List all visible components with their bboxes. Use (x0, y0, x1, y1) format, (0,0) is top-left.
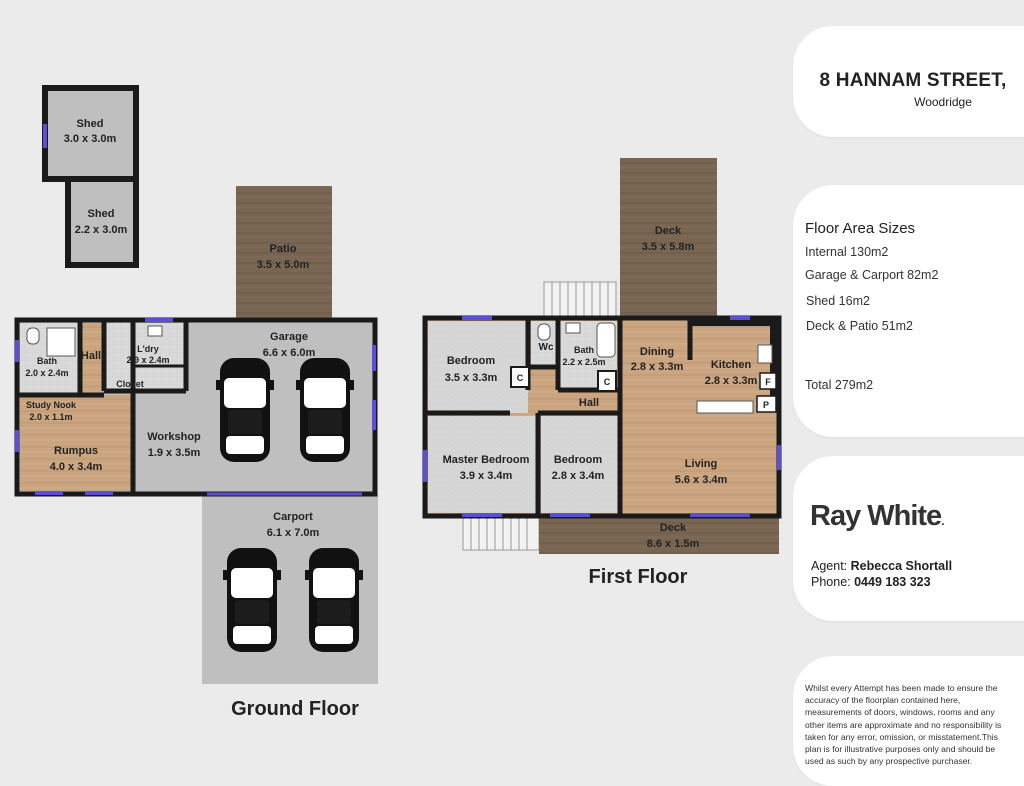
carport-name: Carport (273, 511, 313, 523)
rumpus-size: 4.0 x 3.4m (49, 461, 103, 473)
area-internal: Internal 130m2 (805, 245, 889, 259)
agent-phone: 0449 183 323 (854, 575, 931, 589)
living-size: 5.6 x 3.4m (674, 474, 728, 486)
bedroom-1-size: 3.5 x 3.3m (444, 372, 498, 384)
ray-white-logo: Ray White. (810, 500, 944, 532)
fridge-label: F (765, 377, 771, 387)
deck-top-floor (620, 158, 717, 318)
study-name: Study Nook (25, 400, 77, 410)
ground-floor-title: Ground Floor (231, 698, 359, 720)
disclaimer-text: Whilst every Attempt has been made to ensure the accuracy of the floorplan contained here, measurements of doors, windows, rooms and any other items are approximate and no responsibility is taken for any error, omission, or misstatement.This plan is for illustrative purposes only and should be used as such by any prospective purchaser. (805, 683, 1002, 767)
floor-area-card (793, 185, 1024, 437)
shed-window (43, 124, 47, 148)
deck-top-size: 3.5 x 5.8m (641, 241, 695, 253)
master-size: 3.9 x 3.4m (459, 470, 513, 482)
bathtub (597, 323, 615, 357)
stairs-top (544, 282, 616, 318)
master-name: Master Bedroom (442, 454, 530, 466)
garage-car-1-icon (216, 358, 274, 462)
bath-ground-size: 2.0 x 2.4m (25, 368, 69, 378)
dining-name: Dining (639, 346, 675, 358)
stove (758, 345, 772, 363)
bath-ground-name: Bath (37, 356, 57, 366)
garage-name: Garage (270, 331, 308, 343)
area-total: Total 279m2 (805, 378, 874, 392)
kitchen-name: Kitchen (710, 359, 752, 371)
suburb-name: Woodridge (914, 95, 972, 109)
laundry-size: 2.9 x 2.4m (126, 355, 170, 365)
basin (566, 323, 580, 333)
laundry-name: L'dry (137, 344, 159, 354)
area-shed: Shed 16m2 (806, 294, 870, 308)
floor-area-heading: Floor Area Sizes (805, 220, 916, 237)
laundry-sink (148, 326, 162, 336)
agent-details: Agent: Rebecca Shortall Phone: 0449 183 323 (811, 559, 953, 589)
deck-top-name: Deck (654, 225, 682, 237)
shower-fixture (47, 328, 75, 356)
area-garage-carport: Garage & Carport 82m2 (805, 268, 939, 282)
street-address: 8 HANNAM STREET, (819, 70, 1007, 91)
dining-size: 2.8 x 3.3m (630, 361, 684, 373)
shed-2-floor (68, 179, 136, 265)
bath-first-name: Bath (574, 345, 594, 355)
cupboard-2-label: C (603, 377, 611, 387)
hall-ground-name: Hall (80, 350, 102, 362)
pantry-label: P (762, 400, 770, 410)
shed-1-name: Shed (76, 118, 104, 130)
workshop-size: 1.9 x 3.5m (147, 447, 201, 459)
hall-first-name: Hall (578, 397, 600, 409)
closet-name: Closet (116, 379, 144, 389)
agent-card (793, 456, 1024, 621)
shed-2-name: Shed (87, 208, 115, 220)
deck-bottom-name: Deck (659, 522, 687, 534)
cupboard-1-label: C (516, 373, 524, 383)
toilet-fixture (27, 328, 39, 344)
first-floor-title: First Floor (588, 566, 688, 588)
workshop-name: Workshop (147, 431, 201, 443)
bedroom-2-size: 2.8 x 3.4m (551, 470, 605, 482)
stairs-bottom (463, 516, 539, 550)
carport-car-2-icon (305, 548, 363, 652)
garage-car-2-icon (296, 358, 354, 462)
wc-name: Wc (538, 342, 554, 353)
kitchen-size: 2.8 x 3.3m (704, 375, 758, 387)
bath-first-size: 2.2 x 2.5m (562, 357, 606, 367)
deck-bottom-size: 8.6 x 1.5m (646, 538, 700, 550)
wc-toilet (538, 324, 550, 340)
disclaimer-card (793, 656, 1024, 786)
first-floor-plan (423, 158, 781, 588)
patio-size: 3.5 x 5.0m (256, 259, 310, 271)
bedroom-2-name: Bedroom (553, 454, 603, 466)
carport-car-1-icon (223, 548, 281, 652)
ground-floor-plan (15, 88, 378, 720)
bedroom-1-name: Bedroom (446, 355, 496, 367)
agent-name: Rebecca Shortall (850, 559, 953, 573)
shed-1-size: 3.0 x 3.0m (63, 133, 117, 145)
study-size: 2.0 x 1.1m (29, 412, 73, 422)
garage-size: 6.6 x 6.0m (262, 347, 316, 359)
address-card (793, 26, 1024, 137)
area-deck-patio: Deck & Patio 51m2 (806, 319, 913, 333)
patio-name: Patio (269, 243, 297, 255)
shed-2-size: 2.2 x 3.0m (74, 224, 128, 236)
carport-size: 6.1 x 7.0m (266, 527, 320, 539)
rumpus-name: Rumpus (54, 445, 98, 457)
living-name: Living (684, 458, 718, 470)
